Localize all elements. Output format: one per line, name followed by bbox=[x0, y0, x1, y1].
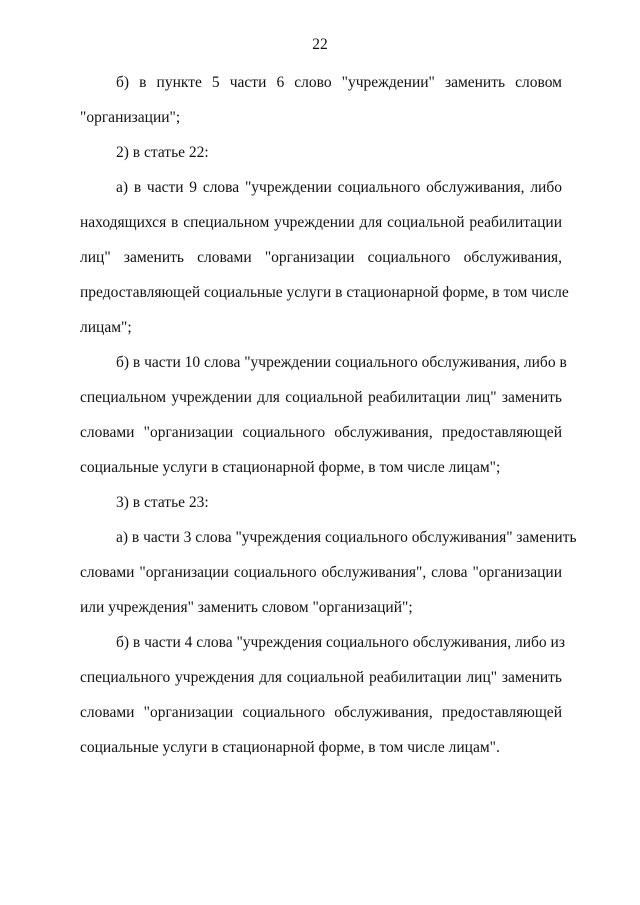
text-line: "организации"; bbox=[80, 109, 181, 126]
text-line: лиц" заменить словами "организации социального обслуживания, bbox=[80, 249, 562, 266]
text-line: 3) в статье 23: bbox=[116, 494, 209, 511]
text-line: социальные услуги в стационарной форме, в том числе лицам"; bbox=[80, 459, 501, 476]
text-line: б) в части 4 слова "учреждения социального обслуживания, либо из bbox=[116, 634, 565, 651]
text-line: социальные услуги в стационарной форме, в том числе лицам". bbox=[80, 739, 500, 756]
text-line: специального учреждения для социальной реабилитации лиц" заменить bbox=[80, 669, 562, 686]
text-line: а) в части 3 слова "учреждения социального обслуживания" заменить bbox=[116, 529, 577, 546]
text-line: а) в части 9 слова "учреждении социального обслуживания, либо bbox=[116, 179, 562, 196]
text-line: б) в пункте 5 части 6 слово "учреждении" заменить словом bbox=[116, 74, 562, 91]
text-line: словами "организации социального обслуживания, предоставляющей bbox=[80, 424, 562, 441]
text-line: находящихся в специальном учреждении для социальной реабилитации bbox=[80, 214, 562, 231]
text-line: предоставляющей социальные услуги в стационарной форме, в том числе bbox=[80, 284, 569, 301]
page-number: 22 bbox=[312, 36, 328, 53]
text-line: или учреждения" заменить словом "организаций"; bbox=[80, 599, 413, 616]
text-line: словами "организации социального обслуживания, предоставляющей bbox=[80, 704, 562, 721]
text-line: 2) в статье 22: bbox=[116, 144, 209, 161]
document-body bbox=[80, 65, 577, 765]
text-line: специальном учреждении для социальной реабилитации лиц" заменить bbox=[80, 389, 562, 406]
text-line: словами "организации социального обслуживания", слова "организации bbox=[80, 564, 562, 581]
text-line: лицам"; bbox=[80, 319, 132, 336]
text-line: б) в части 10 слова "учреждении социального обслуживания, либо в bbox=[116, 354, 567, 371]
